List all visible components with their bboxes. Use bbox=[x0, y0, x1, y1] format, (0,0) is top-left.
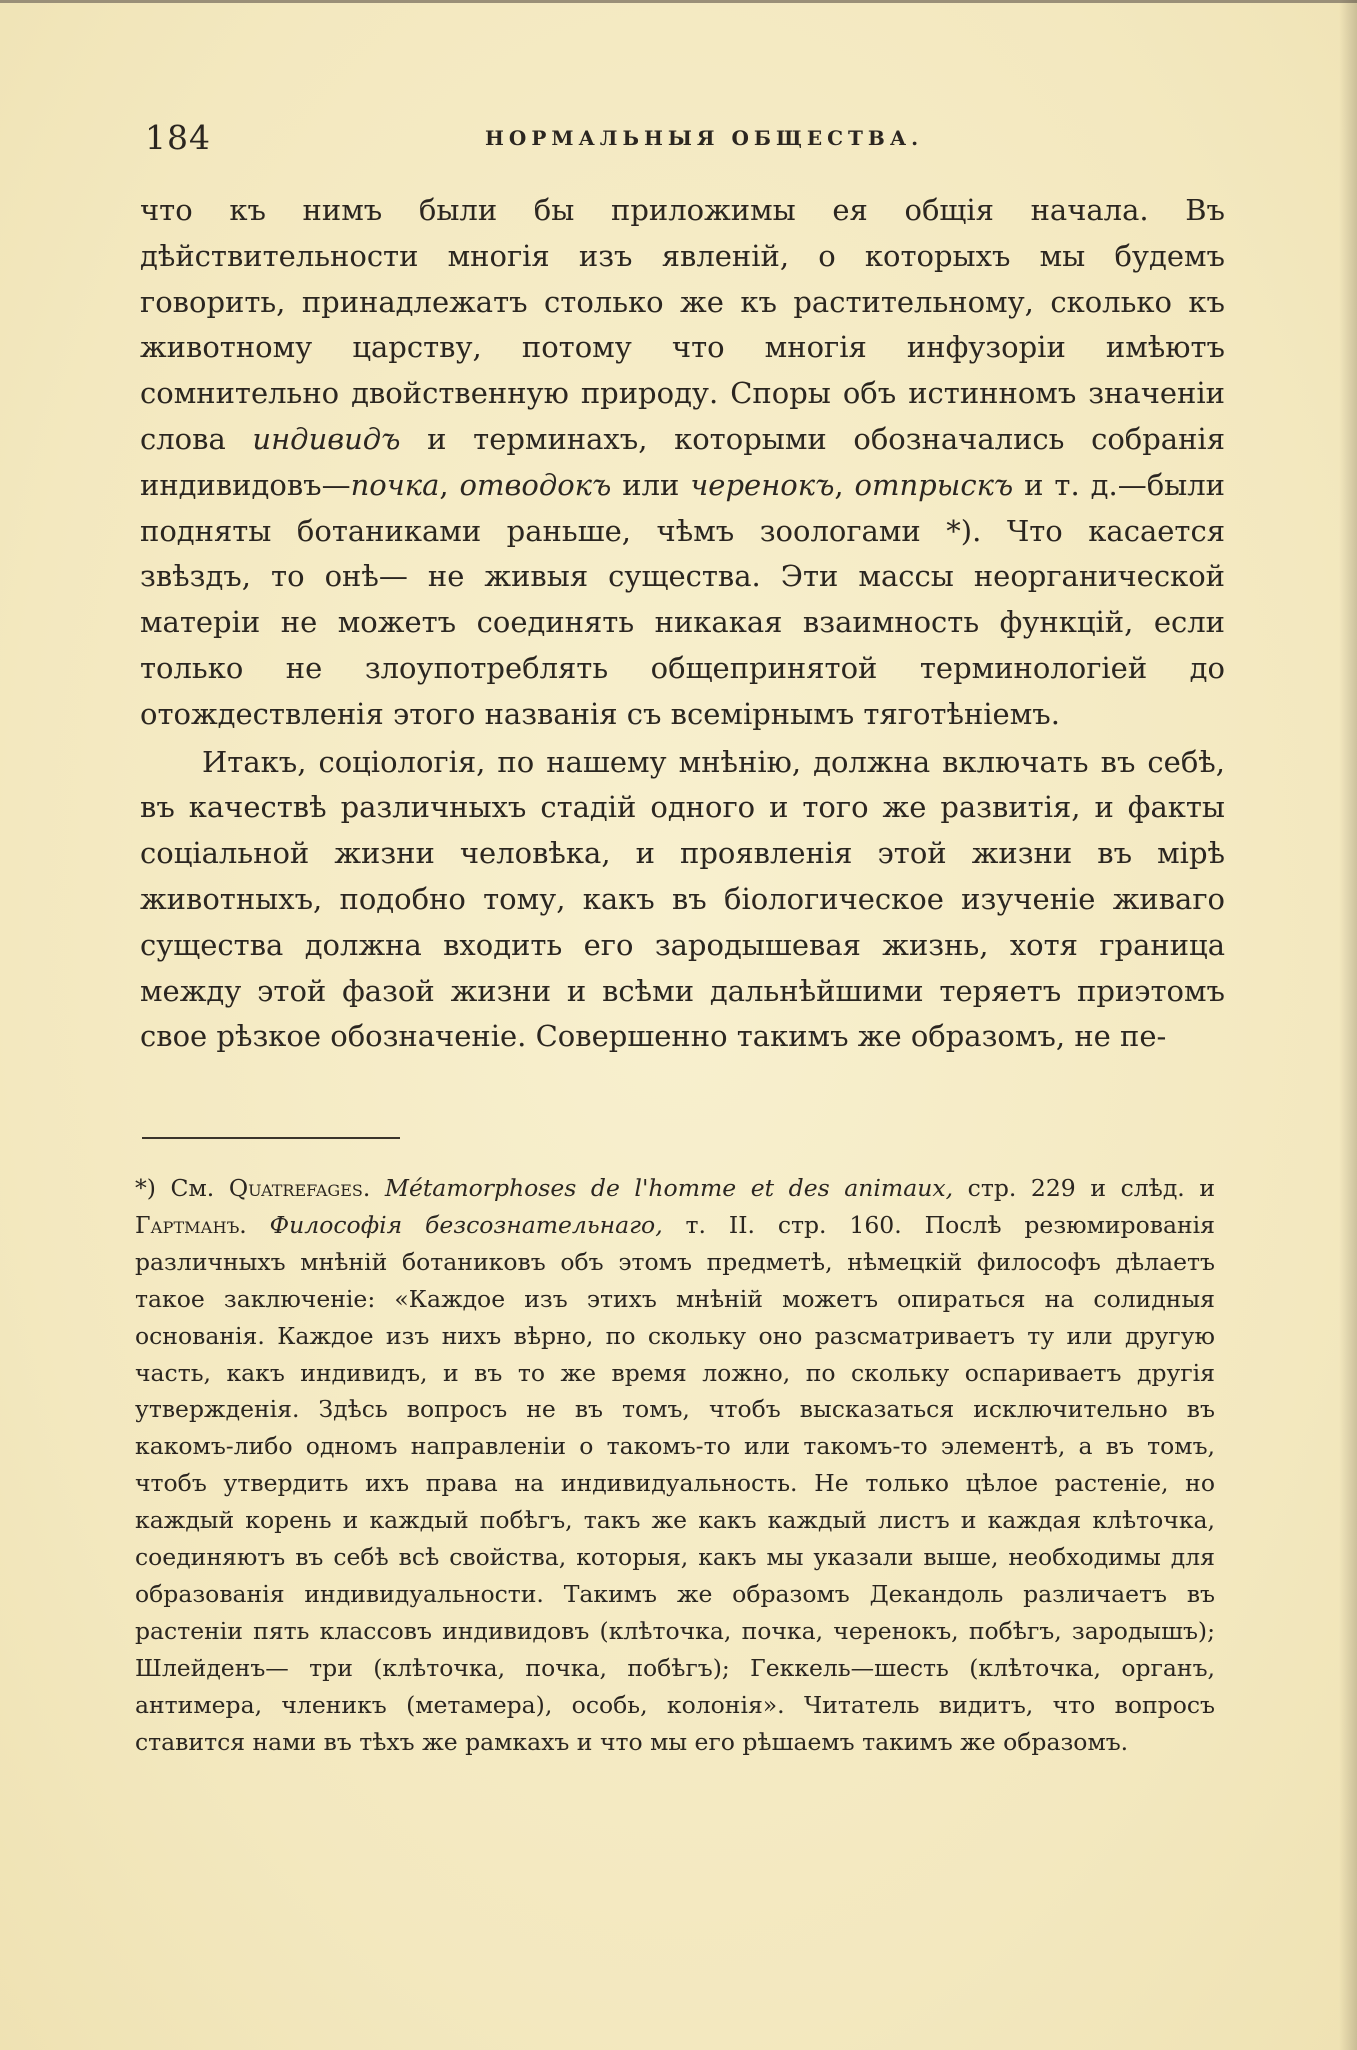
author-name: Quatrefages bbox=[228, 1174, 363, 1202]
text-span: стр. 229 и слѣд. и bbox=[953, 1174, 1216, 1202]
italic-term: отпрыскъ bbox=[854, 467, 1014, 502]
text-span: или bbox=[611, 467, 691, 502]
author-name: Гартманъ bbox=[135, 1210, 240, 1239]
running-title: НОРМАЛЬНЫЯ ОБЩЕСТВА. bbox=[485, 126, 924, 150]
page-header bbox=[145, 118, 1220, 158]
text-span: , bbox=[834, 467, 855, 502]
page-edge-shadow bbox=[1339, 0, 1357, 2050]
text-span: *) См. bbox=[135, 1174, 229, 1202]
book-title: Философія безсознательнаго, bbox=[269, 1210, 663, 1239]
italic-term: индивидъ bbox=[252, 421, 401, 456]
text-span: и терминахъ, которыми обозначались собранія индивидовъ— bbox=[140, 421, 1225, 502]
page-number: 184 bbox=[145, 118, 211, 157]
footnote-text bbox=[135, 1170, 1215, 1761]
book-title: Métamorphoses de l'homme et des animaux, bbox=[384, 1174, 954, 1202]
text-span: т. II. стр. 160. Послѣ резюмированія различныхъ мнѣній ботаниковъ объ этомъ предметѣ, нѣмецкій философъ дѣлаетъ такое заключеніе: «Каждое изъ этихъ мнѣній можетъ опираться на солидныя основанія. Каждое изъ нихъ вѣрно, по скольку оно разсматриваетъ ту или другую часть, какъ индивидъ, и въ то же время ложно, по скольку оспариваетъ другія утвержденія. Здѣсь вопросъ не въ томъ, чтобъ высказаться исключительно въ какомъ-либо одномъ направленіи о такомъ-то или такомъ-то элементѣ, а въ томъ, чтобъ утвердить ихъ права на индивидуальность. Не только цѣлое растеніе, но каждый корень и каждый побѣгъ, такъ же какъ каждый листъ и каждая клѣточка, соединяютъ въ себѣ всѣ свойства, которыя, какъ мы указали выше, необходимы для образованія индивидуальности. Такимъ же образомъ Декандоль различаетъ въ растеніи пять классовъ индивидовъ (клѣточка, почка, черенокъ, побѣгъ, зародышъ); Шлейденъ— три (клѣточка, почка, побѣгъ); Геккель—шесть (клѣточка, органъ, антимера, членикъ (метамера), особь, колонія». Читатель видитъ, что вопросъ ставится нами въ тѣхъ же рамкахъ и что мы его рѣшаемъ такимъ же образомъ. bbox=[135, 1210, 1215, 1756]
top-border bbox=[0, 0, 1357, 3]
paragraph-1 bbox=[140, 188, 1225, 738]
footnote-separator bbox=[142, 1137, 400, 1139]
italic-term: черенокъ bbox=[690, 467, 835, 502]
text-span: . bbox=[362, 1174, 385, 1202]
text-span: . bbox=[239, 1210, 270, 1239]
text-span: что къ нимъ были бы приложимы ея общія начала. Въ дѣйствительности многія изъ явленій, о которыхъ мы будемъ говорить, принадлежатъ столько же къ растительному, сколько къ животному царству, потому что многія инфузоріи имѣютъ сомнительно двойственную природу. Споры объ истинномъ значеніи слова bbox=[140, 193, 1225, 456]
italic-term: почка bbox=[350, 467, 440, 502]
main-text bbox=[140, 188, 1225, 1060]
text-span: и т. д.—были подняты ботаниками раньше, чѣмъ зоологами *). Что касается звѣздъ, то онѣ— не живыя существа. Эти массы неорганической матеріи не можетъ соединять никакая взаимность функцій, если только не злоупотреблять общепринятой терминологіей до отождествленія этого названія съ всеміpнымъ тяготѣніемъ. bbox=[140, 467, 1225, 731]
text-span: , bbox=[439, 467, 460, 502]
footnote bbox=[135, 1170, 1215, 1761]
paragraph-2: Итакъ, соціологія, по нашему мнѣнію, должна включать въ себѣ, въ качествѣ различныхъ стадій одного и того же развитія, и факты соціальной жизни человѣка, и проявленія этой жизни въ мірѣ животныхъ, подобно тому, какъ въ біологическое изученіе живаго существа должна входить его зародышевая жизнь, хотя граница между этой фазой жизни и всѣми дальнѣйшими теряетъ приэтомъ свое рѣзкое обозначеніе. Совершенно такимъ же образомъ, не пе- bbox=[140, 744, 1225, 1054]
italic-term: отводокъ bbox=[459, 467, 612, 502]
